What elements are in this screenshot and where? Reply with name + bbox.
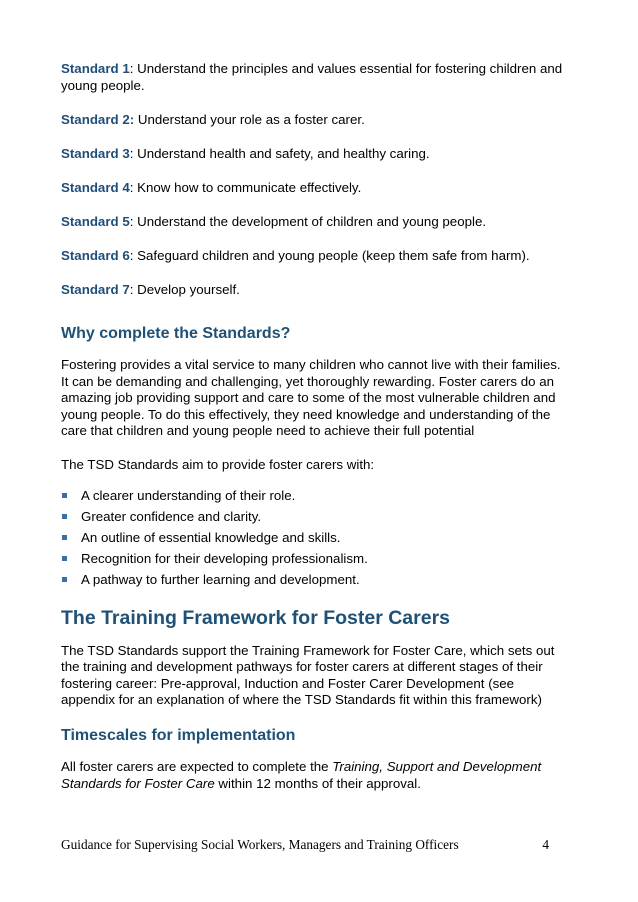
list-item-text: An outline of essential knowledge and skills. [81,529,341,545]
standard-label: Standard 6 [61,248,130,263]
page-footer [61,837,549,853]
why-paragraph: Fostering provides a vital service to many children who cannot live with their families. It can be demanding and challenging, yet thoroughly rewarding. Foster carers do an amazing job providing support and care to some of the most vulnerable children and young people. To do this effectively, they need knowledge and understanding of the care that children and young people need to achieve their full potential [61,357,561,439]
standard-item [61,111,571,128]
standard-label: Standard 2: [61,112,135,127]
timescales-text-before: All foster carers are expected to complete the [61,758,333,774]
standard-item [61,247,571,264]
standard-text: Understand the development of children and young people. [137,214,487,229]
list-item-text: A pathway to further learning and development. [81,571,360,587]
list-item [61,551,571,572]
standard-item [61,145,571,162]
standard-separator: : [129,180,138,195]
standard-text: Develop yourself. [137,282,240,297]
bullet-square-icon [62,556,67,561]
aims-intro: The TSD Standards aim to provide foster carers with: [61,456,375,472]
standard-label: Standard 4 [61,180,130,195]
bullet-square-icon [62,514,67,519]
standard-text: Understand the principles and values essential for fostering children and young people. [61,61,563,93]
footer-text: Guidance for Supervising Social Workers, Managers and Training Officers [61,837,459,852]
standard-label: Standard 7 [61,282,130,297]
list-item [61,509,571,530]
timescales-document-title: Training, Support and Development Standards for Foster Care [61,758,542,791]
bullet-square-icon [62,535,67,540]
bullet-square-icon [62,493,67,498]
framework-heading: The Training Framework for Foster Carers [61,606,451,629]
timescales-paragraph [61,759,571,792]
list-item-text: A clearer understanding of their role. [81,487,296,503]
standard-text: Safeguard children and young people (keep them safe from harm). [137,248,530,263]
standard-separator: : [129,214,138,229]
standard-text: Understand your role as a foster carer. [137,112,365,127]
standard-separator: : [129,248,138,263]
why-heading: Why complete the Standards? [61,325,291,342]
list-item-text: Greater confidence and clarity. [81,508,262,524]
standard-label: Standard 3 [61,146,130,161]
standard-separator: : [129,61,138,76]
standard-item [61,179,571,196]
standard-text: Know how to communicate effectively. [137,180,362,195]
page-content [61,60,571,792]
list-item [61,530,571,551]
standard-item [61,60,571,94]
timescales-text-after: within 12 months of their approval. [214,775,421,791]
list-item [61,488,571,509]
standard-text: Understand health and safety, and healthy caring. [137,146,430,161]
aims-list [61,488,571,593]
list-item [61,572,571,593]
standard-separator: : [129,146,138,161]
standard-label: Standard 5 [61,214,130,229]
page-number: 4 [542,837,549,852]
standard-label: Standard 1 [61,61,130,76]
bullet-square-icon [62,577,67,582]
standard-item [61,281,571,298]
standard-item [61,213,571,230]
standard-separator: : [129,282,138,297]
list-item-text: Recognition for their developing professionalism. [81,550,368,566]
standards-list [61,60,571,298]
timescales-heading: Timescales for implementation [61,726,296,744]
framework-paragraph: The TSD Standards support the Training Framework for Foster Care, which sets out the training and development pathways for foster carers at different stages of their fostering career: Pre-approval, Induction and Foster Carer Development (see appendix for an explanation of where the TSD Standards fit within this framework) [61,642,555,708]
